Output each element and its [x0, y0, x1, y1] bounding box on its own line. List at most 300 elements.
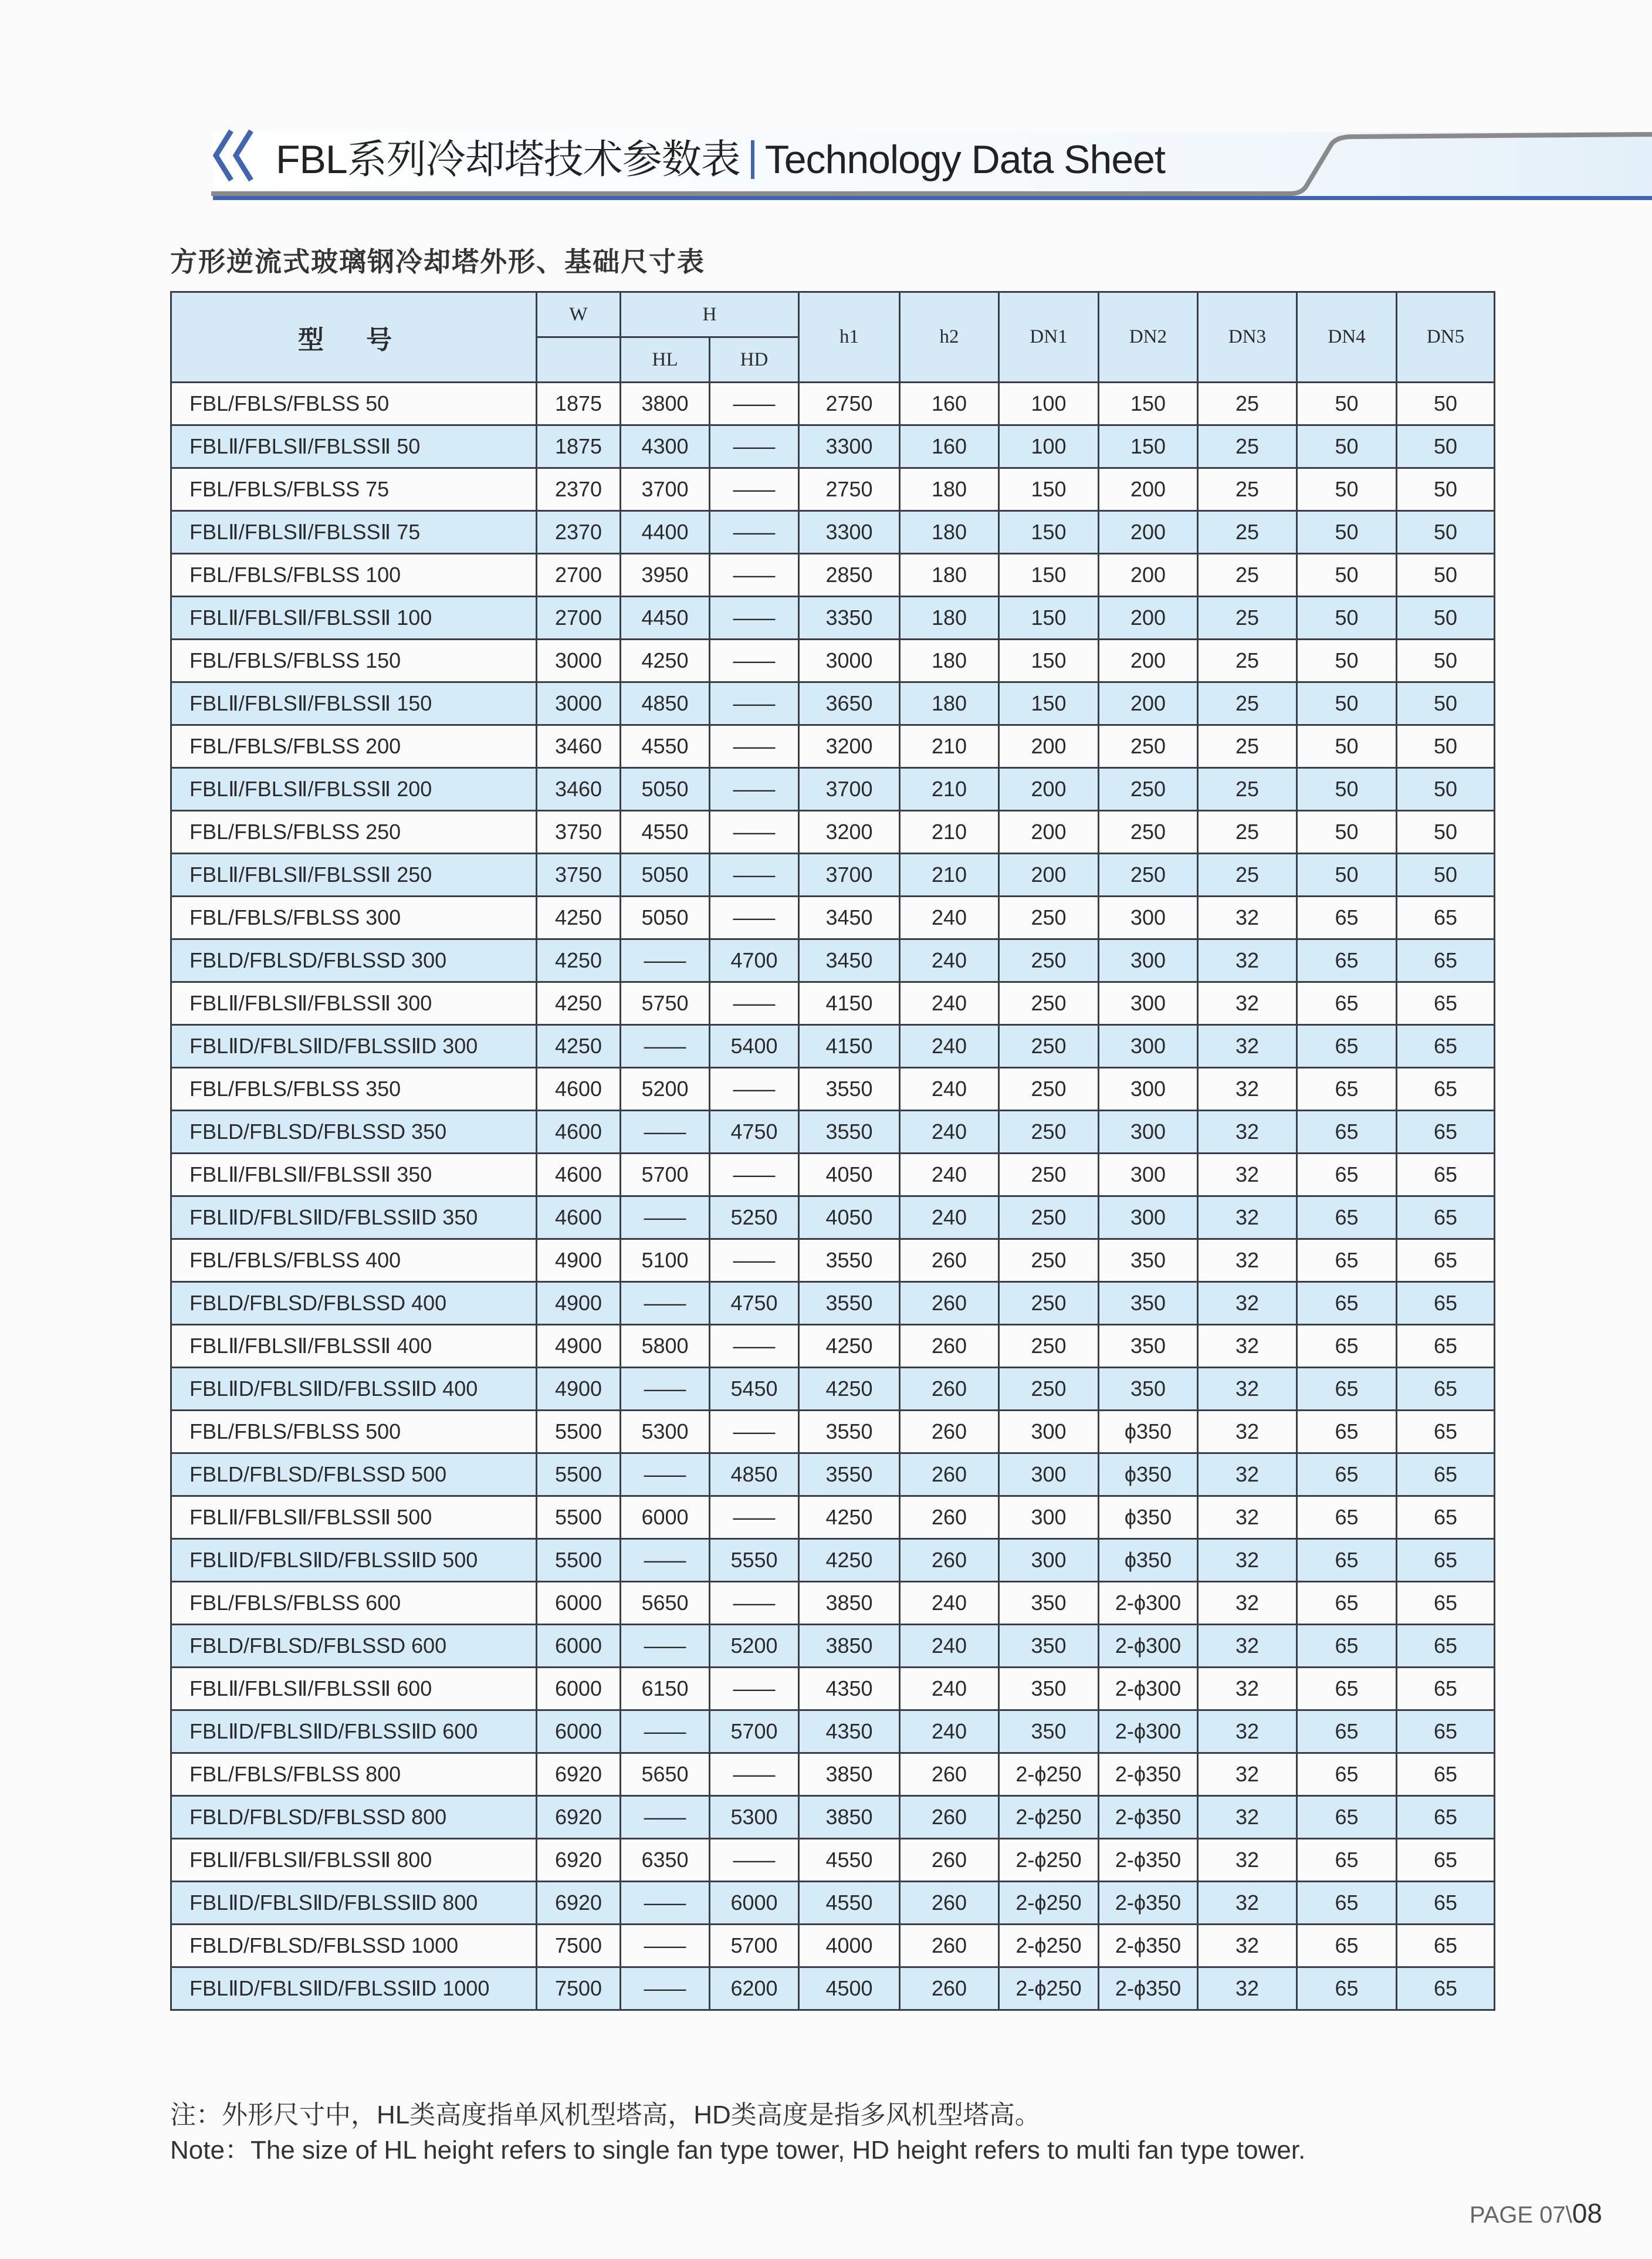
cell-dn1: 2-ϕ250	[999, 1882, 1099, 1925]
cell-w: 7500	[537, 1967, 621, 2010]
cell-dn1: 250	[999, 1239, 1099, 1282]
double-chevron-icon	[209, 126, 262, 185]
header-dn3: DN3	[1198, 292, 1297, 383]
table-row	[171, 1839, 1495, 1882]
cell-hd: ——	[710, 1668, 799, 1710]
cell-hd: ——	[710, 1496, 799, 1539]
page-title	[276, 128, 1165, 185]
cell-h2: 260	[900, 1368, 999, 1411]
cell-dn4: 65	[1297, 1796, 1397, 1839]
table-row	[171, 425, 1495, 468]
cell-hl: 6000	[621, 1496, 710, 1539]
cell-w: 4600	[537, 1154, 621, 1196]
cell-w: 4250	[537, 1025, 621, 1068]
cell-dn4: 65	[1297, 1496, 1397, 1539]
cell-dn2: 200	[1099, 468, 1198, 511]
cell-dn1: 300	[999, 1453, 1099, 1496]
cell-dn4: 65	[1297, 1411, 1397, 1453]
cell-h1: 3850	[799, 1582, 900, 1625]
cell-dn4: 65	[1297, 1539, 1397, 1582]
cell-h2: 260	[900, 1839, 999, 1882]
cell-dn4: 65	[1297, 1068, 1397, 1111]
cell-hd: 5700	[710, 1925, 799, 1967]
cell-hl: 6350	[621, 1839, 710, 1882]
cell-dn3: 32	[1198, 1325, 1297, 1368]
note-en: Note：The size of HL height refers to single fan type tower, HD height refers to multi fan type tower.	[170, 2136, 1306, 2165]
cell-dn1: 2-ϕ250	[999, 1839, 1099, 1882]
cell-dn5: 65	[1397, 939, 1495, 982]
cell-dn2: 150	[1099, 425, 1198, 468]
cell-dn4: 65	[1297, 1925, 1397, 1967]
cell-dn1: 200	[999, 768, 1099, 811]
cell-w: 6000	[537, 1668, 621, 1710]
cell-dn5: 65	[1397, 1539, 1495, 1582]
cell-dn5: 65	[1397, 1239, 1495, 1282]
cell-dn5: 65	[1397, 1925, 1495, 1967]
cell-h1: 4350	[799, 1710, 900, 1753]
header-rule	[213, 196, 1652, 200]
table-row	[171, 383, 1495, 425]
cell-dn4: 50	[1297, 383, 1397, 425]
cell-dn3: 32	[1198, 1239, 1297, 1282]
cell-hl: 4250	[621, 640, 710, 682]
cell-dn5: 50	[1397, 854, 1495, 897]
cell-dn3: 25	[1198, 768, 1297, 811]
cell-dn1: 2-ϕ250	[999, 1967, 1099, 2010]
cell-dn1: 150	[999, 682, 1099, 725]
cell-w: 2370	[537, 511, 621, 554]
cell-dn4: 50	[1297, 854, 1397, 897]
cell-hd: 4850	[710, 1453, 799, 1496]
cell-h2: 260	[900, 1496, 999, 1539]
cell-h2: 180	[900, 554, 999, 597]
cell-dn2: 200	[1099, 597, 1198, 640]
cell-w: 5500	[537, 1411, 621, 1453]
cell-hl: ——	[621, 1196, 710, 1239]
table-row	[171, 554, 1495, 597]
cell-h2: 240	[900, 1068, 999, 1111]
cell-dn5: 65	[1397, 1411, 1495, 1453]
cell-h1: 4250	[799, 1368, 900, 1411]
table-row	[171, 1025, 1495, 1068]
cell-hd: 6200	[710, 1967, 799, 2010]
table-row	[171, 1282, 1495, 1325]
cell-dn5: 65	[1397, 1753, 1495, 1796]
cell-dn2: 2-ϕ300	[1099, 1710, 1198, 1753]
cell-dn1: 250	[999, 982, 1099, 1025]
cell-h2: 260	[900, 1882, 999, 1925]
cell-model: FBLD/FBLSD/FBLSSD 800	[171, 1796, 537, 1839]
cell-h2: 210	[900, 811, 999, 854]
cell-dn1: 300	[999, 1539, 1099, 1582]
cell-dn4: 65	[1297, 1368, 1397, 1411]
cell-w: 4250	[537, 939, 621, 982]
cell-dn4: 65	[1297, 1453, 1397, 1496]
cell-dn5: 65	[1397, 1325, 1495, 1368]
cell-w: 3750	[537, 854, 621, 897]
cell-h2: 160	[900, 425, 999, 468]
cell-dn5: 65	[1397, 1967, 1495, 2010]
cell-h1: 4000	[799, 1925, 900, 1967]
cell-dn1: 350	[999, 1625, 1099, 1668]
cell-model: FBLⅡD/FBLSⅡD/FBLSSⅡD 350	[171, 1196, 537, 1239]
cell-hd: ——	[710, 597, 799, 640]
cell-hd: ——	[710, 425, 799, 468]
cell-hl: 3950	[621, 554, 710, 597]
cell-dn2: ϕ350	[1099, 1539, 1198, 1582]
cell-h2: 210	[900, 725, 999, 768]
table-row	[171, 897, 1495, 939]
header-w-blank	[537, 337, 621, 383]
cell-dn2: 300	[1099, 939, 1198, 982]
table-row	[171, 725, 1495, 768]
cell-dn5: 65	[1397, 1582, 1495, 1625]
cell-dn3: 32	[1198, 1925, 1297, 1967]
cell-dn3: 32	[1198, 1710, 1297, 1753]
cell-hd: ——	[710, 511, 799, 554]
cell-dn5: 65	[1397, 897, 1495, 939]
header-hd: HD	[710, 337, 799, 383]
cell-w: 2700	[537, 597, 621, 640]
cell-dn2: 300	[1099, 1068, 1198, 1111]
cell-dn4: 65	[1297, 939, 1397, 982]
cell-dn5: 65	[1397, 1368, 1495, 1411]
cell-dn1: 250	[999, 1111, 1099, 1154]
cell-model: FBLⅡD/FBLSⅡD/FBLSSⅡD 800	[171, 1882, 537, 1925]
cell-hd: ——	[710, 1239, 799, 1282]
cell-w: 4900	[537, 1282, 621, 1325]
cell-hl: 5800	[621, 1325, 710, 1368]
cell-dn4: 65	[1297, 1325, 1397, 1368]
cell-h1: 4500	[799, 1967, 900, 2010]
table-row	[171, 1453, 1495, 1496]
cell-hl: 3800	[621, 383, 710, 425]
cell-model: FBLD/FBLSD/FBLSSD 1000	[171, 1925, 537, 1967]
cell-w: 3750	[537, 811, 621, 854]
cell-hd: ——	[710, 383, 799, 425]
cell-dn4: 50	[1297, 811, 1397, 854]
cell-dn1: 300	[999, 1496, 1099, 1539]
cell-model: FBLⅡ/FBLSⅡ/FBLSSⅡ 200	[171, 768, 537, 811]
cell-h1: 2750	[799, 468, 900, 511]
cell-hl: 4850	[621, 682, 710, 725]
cell-dn5: 50	[1397, 768, 1495, 811]
cell-dn5: 50	[1397, 640, 1495, 682]
cell-dn1: 250	[999, 1196, 1099, 1239]
cell-dn1: 250	[999, 1325, 1099, 1368]
cell-dn3: 25	[1198, 383, 1297, 425]
header-h1: h1	[799, 292, 900, 383]
cell-hl: ——	[621, 1925, 710, 1967]
cell-model: FBLD/FBLSD/FBLSSD 600	[171, 1625, 537, 1668]
cell-h1: 3200	[799, 811, 900, 854]
cell-hl: 5100	[621, 1239, 710, 1282]
cell-dn5: 65	[1397, 1111, 1495, 1154]
cell-dn1: 200	[999, 725, 1099, 768]
cell-hl: 4450	[621, 597, 710, 640]
cell-dn3: 25	[1198, 854, 1297, 897]
cell-hl: ——	[621, 1796, 710, 1839]
cell-dn1: 150	[999, 468, 1099, 511]
cell-dn3: 32	[1198, 1625, 1297, 1668]
cell-dn3: 32	[1198, 1796, 1297, 1839]
header-w: W	[537, 292, 621, 337]
cell-h1: 4550	[799, 1882, 900, 1925]
cell-dn1: 250	[999, 1154, 1099, 1196]
cell-dn1: 200	[999, 811, 1099, 854]
cell-hd: ——	[710, 768, 799, 811]
cell-h2: 180	[900, 682, 999, 725]
cell-h1: 4550	[799, 1839, 900, 1882]
cell-h1: 3350	[799, 597, 900, 640]
cell-h2: 210	[900, 854, 999, 897]
cell-dn3: 25	[1198, 425, 1297, 468]
cell-dn2: 2-ϕ350	[1099, 1839, 1198, 1882]
cell-dn2: 200	[1099, 682, 1198, 725]
cell-h1: 3450	[799, 939, 900, 982]
cell-dn4: 50	[1297, 511, 1397, 554]
cell-dn2: 2-ϕ350	[1099, 1882, 1198, 1925]
cell-dn4: 50	[1297, 468, 1397, 511]
cell-model: FBLⅡ/FBLSⅡ/FBLSSⅡ 250	[171, 854, 537, 897]
cell-hl: 5750	[621, 982, 710, 1025]
table-row	[171, 1625, 1495, 1668]
table-row	[171, 682, 1495, 725]
cell-h2: 260	[900, 1796, 999, 1839]
cell-hl: ——	[621, 1882, 710, 1925]
cell-w: 7500	[537, 1925, 621, 1967]
header-dn2: DN2	[1099, 292, 1198, 383]
table-row	[171, 1882, 1495, 1925]
cell-h2: 260	[900, 1967, 999, 2010]
cell-hl: 4550	[621, 725, 710, 768]
cell-h2: 240	[900, 1668, 999, 1710]
cell-dn2: 200	[1099, 511, 1198, 554]
cell-dn2: 2-ϕ350	[1099, 1925, 1198, 1967]
header-dn4: DN4	[1297, 292, 1397, 383]
cell-dn3: 32	[1198, 1882, 1297, 1925]
cell-hl: 5200	[621, 1068, 710, 1111]
cell-hd: ——	[710, 1154, 799, 1196]
page-prefix: PAGE 07\	[1470, 2202, 1572, 2228]
cell-model: FBLD/FBLSD/FBLSSD 500	[171, 1453, 537, 1496]
cell-hd: ——	[710, 811, 799, 854]
cell-dn5: 65	[1397, 1839, 1495, 1882]
cell-h1: 3550	[799, 1068, 900, 1111]
cell-dn2: 250	[1099, 768, 1198, 811]
cell-dn1: 2-ϕ250	[999, 1796, 1099, 1839]
cell-h1: 3650	[799, 682, 900, 725]
table-row	[171, 1411, 1495, 1453]
cell-dn5: 50	[1397, 383, 1495, 425]
cell-dn4: 50	[1297, 597, 1397, 640]
cell-model: FBLⅡ/FBLSⅡ/FBLSSⅡ 100	[171, 597, 537, 640]
cell-h1: 3300	[799, 511, 900, 554]
table-row	[171, 939, 1495, 982]
cell-dn1: 250	[999, 1368, 1099, 1411]
cell-hd: 5450	[710, 1368, 799, 1411]
cell-model: FBLⅡ/FBLSⅡ/FBLSSⅡ 500	[171, 1496, 537, 1539]
cell-hd: ——	[710, 982, 799, 1025]
cell-hd: ——	[710, 468, 799, 511]
cell-hl: ——	[621, 1453, 710, 1496]
cell-dn1: 2-ϕ250	[999, 1753, 1099, 1796]
cell-h2: 180	[900, 640, 999, 682]
cell-h2: 180	[900, 511, 999, 554]
title-en: Technology Data Sheet	[764, 137, 1165, 182]
cell-h1: 2850	[799, 554, 900, 597]
cell-dn5: 65	[1397, 1068, 1495, 1111]
cell-w: 6920	[537, 1753, 621, 1796]
cell-model: FBLⅡD/FBLSⅡD/FBLSSⅡD 400	[171, 1368, 537, 1411]
cell-dn2: 300	[1099, 1196, 1198, 1239]
cell-hd: 4750	[710, 1282, 799, 1325]
cell-h1: 3700	[799, 768, 900, 811]
cell-dn5: 65	[1397, 1025, 1495, 1068]
cell-dn3: 32	[1198, 897, 1297, 939]
cell-dn5: 65	[1397, 1496, 1495, 1539]
cell-hd: 5300	[710, 1796, 799, 1839]
cell-hl: 5050	[621, 854, 710, 897]
cell-w: 5500	[537, 1453, 621, 1496]
cell-dn5: 65	[1397, 982, 1495, 1025]
cell-h2: 240	[900, 982, 999, 1025]
cell-dn5: 65	[1397, 1796, 1495, 1839]
cell-dn3: 25	[1198, 682, 1297, 725]
cell-h2: 240	[900, 1625, 999, 1668]
cell-dn2: 300	[1099, 897, 1198, 939]
table-row	[171, 1710, 1495, 1753]
cell-h2: 210	[900, 768, 999, 811]
cell-model: FBLⅡ/FBLSⅡ/FBLSSⅡ 75	[171, 511, 537, 554]
cell-w: 6000	[537, 1625, 621, 1668]
cell-dn3: 25	[1198, 725, 1297, 768]
cell-hd: 5550	[710, 1539, 799, 1582]
cell-dn5: 65	[1397, 1625, 1495, 1668]
cell-hl: ——	[621, 939, 710, 982]
cell-dn4: 65	[1297, 1882, 1397, 1925]
cell-hd: ——	[710, 1582, 799, 1625]
cell-dn5: 50	[1397, 468, 1495, 511]
cell-h2: 240	[900, 939, 999, 982]
cell-dn4: 65	[1297, 1239, 1397, 1282]
cell-hl: 5050	[621, 768, 710, 811]
cell-hl: ——	[621, 1111, 710, 1154]
cell-model: FBL/FBLS/FBLSS 350	[171, 1068, 537, 1111]
cell-hl: ——	[621, 1282, 710, 1325]
cell-dn3: 32	[1198, 982, 1297, 1025]
cell-w: 4900	[537, 1325, 621, 1368]
cell-dn5: 50	[1397, 425, 1495, 468]
cell-hl: 5050	[621, 897, 710, 939]
cell-h1: 4350	[799, 1668, 900, 1710]
cell-dn1: 300	[999, 1411, 1099, 1453]
cell-h2: 260	[900, 1753, 999, 1796]
cell-dn1: 150	[999, 597, 1099, 640]
cell-dn1: 250	[999, 939, 1099, 982]
cell-model: FBL/FBLS/FBLSS 75	[171, 468, 537, 511]
cell-dn4: 65	[1297, 1154, 1397, 1196]
cell-hl: ——	[621, 1710, 710, 1753]
cell-hd: 5250	[710, 1196, 799, 1239]
cell-hl: 4400	[621, 511, 710, 554]
cell-dn4: 65	[1297, 1753, 1397, 1796]
cell-w: 6000	[537, 1710, 621, 1753]
cell-dn2: 350	[1099, 1325, 1198, 1368]
cell-dn4: 65	[1297, 1967, 1397, 2010]
cell-dn3: 25	[1198, 554, 1297, 597]
header-h2: h2	[900, 292, 999, 383]
cell-dn2: ϕ350	[1099, 1496, 1198, 1539]
cell-h1: 3550	[799, 1239, 900, 1282]
cell-dn3: 32	[1198, 1154, 1297, 1196]
cell-dn2: 2-ϕ350	[1099, 1967, 1198, 2010]
cell-h1: 3550	[799, 1282, 900, 1325]
cell-model: FBLⅡD/FBLSⅡD/FBLSSⅡD 1000	[171, 1967, 537, 2010]
cell-dn4: 65	[1297, 1282, 1397, 1325]
table-row	[171, 768, 1495, 811]
cell-model: FBLⅡ/FBLSⅡ/FBLSSⅡ 50	[171, 425, 537, 468]
cell-hd: ——	[710, 1325, 799, 1368]
cell-dn2: 200	[1099, 640, 1198, 682]
cell-h2: 260	[900, 1453, 999, 1496]
table-row	[171, 597, 1495, 640]
cell-dn3: 32	[1198, 1368, 1297, 1411]
cell-h2: 240	[900, 1196, 999, 1239]
cell-h2: 240	[900, 897, 999, 939]
cell-w: 6000	[537, 1582, 621, 1625]
cell-model: FBL/FBLS/FBLSS 200	[171, 725, 537, 768]
cell-dn3: 32	[1198, 1539, 1297, 1582]
cell-dn4: 65	[1297, 897, 1397, 939]
cell-dn5: 65	[1397, 1710, 1495, 1753]
cell-dn3: 32	[1198, 1111, 1297, 1154]
cell-model: FBLD/FBLSD/FBLSSD 300	[171, 939, 537, 982]
cell-model: FBL/FBLS/FBLSS 100	[171, 554, 537, 597]
cell-h2: 260	[900, 1325, 999, 1368]
cell-h1: 3550	[799, 1453, 900, 1496]
cell-model: FBLⅡ/FBLSⅡ/FBLSSⅡ 600	[171, 1668, 537, 1710]
cell-dn2: 2-ϕ300	[1099, 1668, 1198, 1710]
cell-dn2: 250	[1099, 811, 1198, 854]
cell-hd: 4700	[710, 939, 799, 982]
cell-model: FBLⅡD/FBLSⅡD/FBLSSⅡD 500	[171, 1539, 537, 1582]
cell-dn5: 50	[1397, 511, 1495, 554]
page-current: 08	[1572, 2198, 1603, 2228]
cell-dn3: 32	[1198, 1025, 1297, 1068]
cell-dn4: 50	[1297, 682, 1397, 725]
table-row	[171, 854, 1495, 897]
cell-w: 6920	[537, 1839, 621, 1882]
cell-dn5: 50	[1397, 682, 1495, 725]
table-row	[171, 1582, 1495, 1625]
cell-model: FBLⅡ/FBLSⅡ/FBLSSⅡ 800	[171, 1839, 537, 1882]
cell-h2: 240	[900, 1025, 999, 1068]
cell-dn5: 65	[1397, 1453, 1495, 1496]
cell-w: 3000	[537, 640, 621, 682]
cell-dn2: 2-ϕ350	[1099, 1753, 1198, 1796]
cell-model: FBLⅡ/FBLSⅡ/FBLSSⅡ 150	[171, 682, 537, 725]
cell-w: 5500	[537, 1539, 621, 1582]
cell-h1: 3000	[799, 640, 900, 682]
cell-dn4: 65	[1297, 1582, 1397, 1625]
cell-h1: 4150	[799, 1025, 900, 1068]
cell-h1: 3550	[799, 1111, 900, 1154]
cell-w: 6920	[537, 1882, 621, 1925]
cell-dn2: 300	[1099, 1154, 1198, 1196]
cell-hl: ——	[621, 1967, 710, 2010]
cell-hl: ——	[621, 1539, 710, 1582]
